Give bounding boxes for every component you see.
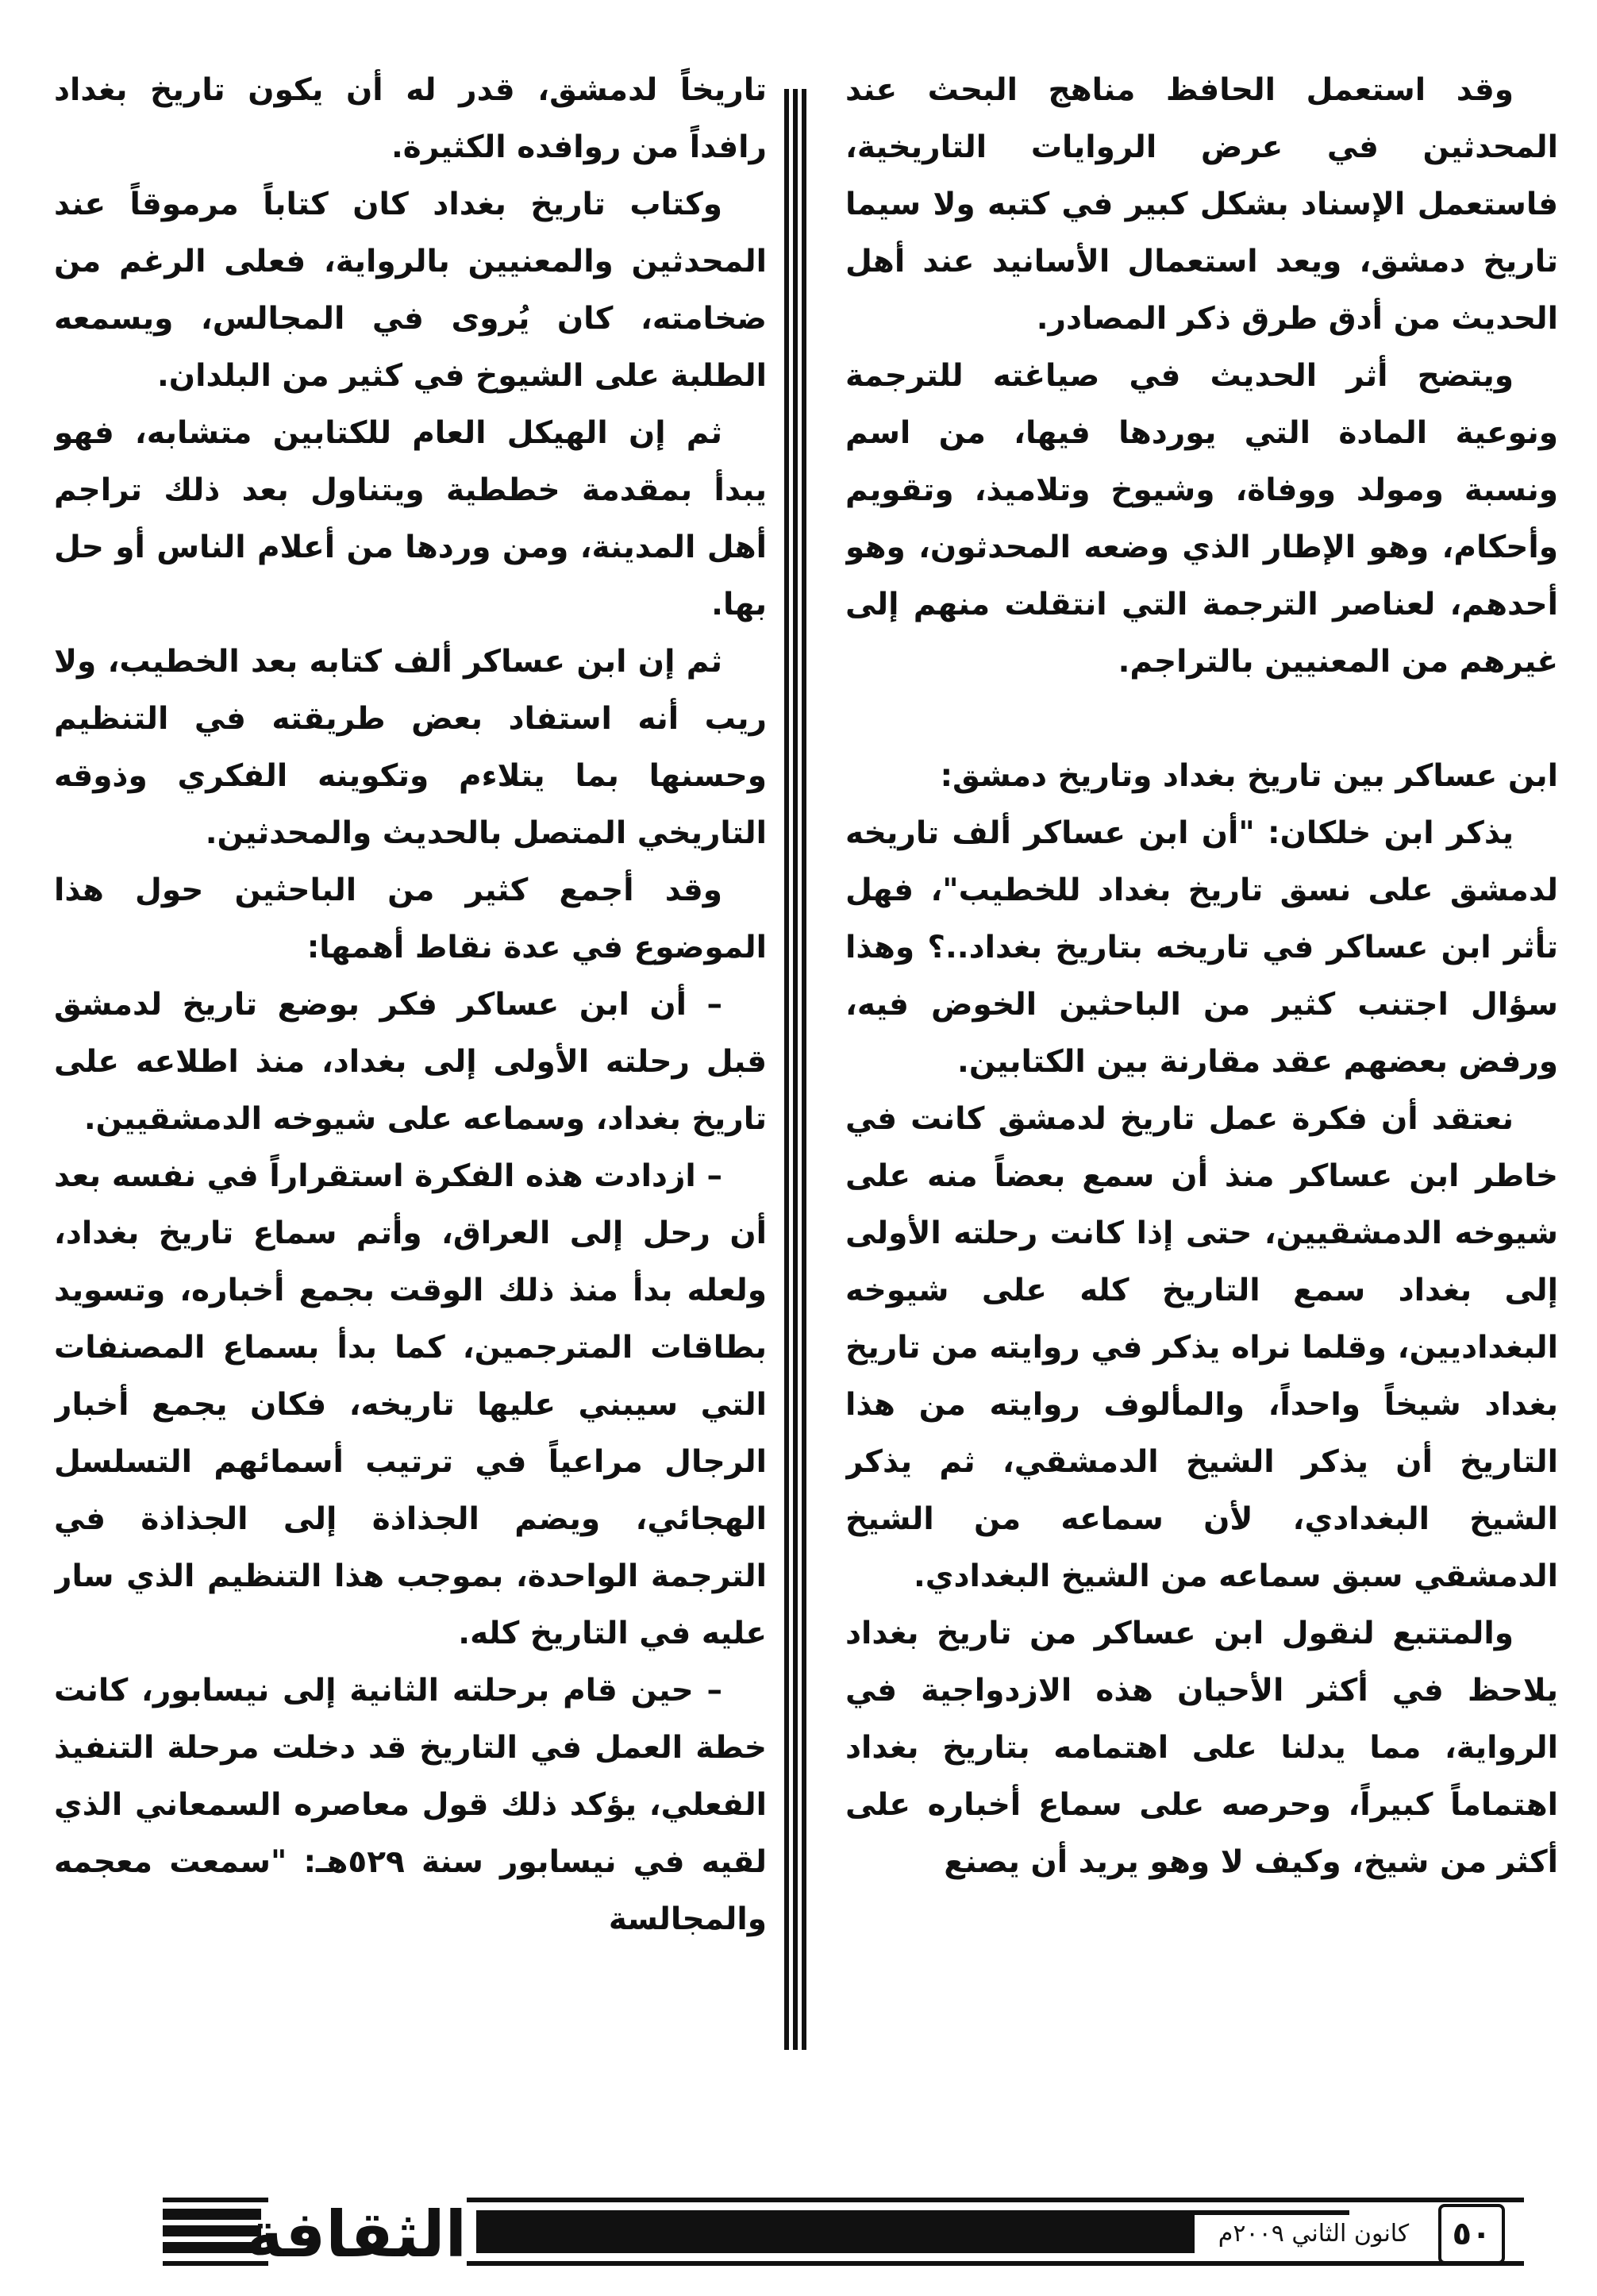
- right-column: [845, 62, 1558, 2047]
- left-column-paragraph: ثم إن ابن عساكر ألف كتابه بعد الخطيب، ولا ريب أنه استفاد بعض طريقته في التنظيم وحسنها بما يتلاءم وتكوينه الفكري وذوقه التاريخي المتصل بالحديث والمحدثين.: [54, 644, 767, 851]
- right-column-paragraph: ويتضح أثر الحديث في صياغته للترجمة ونوعية المادة التي يوردها فيها، من اسم ونسبة ومولد ووفاة، وشيوخ وتلاميذ، وتقويم وأحكام، وهو الإطار الذي وضعه المحدثون، وهو أحدهم، لعناصر الترجمة التي انتقلت منهم إلى غيرهم من المعنيين بالتراجم.: [845, 358, 1558, 680]
- right-column-paragraph: ابن عساكر بين تاريخ بغداد وتاريخ دمشق:: [940, 758, 1558, 794]
- issue-date: كانون الثاني ٢٠٠٩م: [1195, 2215, 1433, 2253]
- page-number: ٥٠: [1438, 2204, 1505, 2264]
- right-column-paragraph: والمتتبع لنقول ابن عساكر من تاريخ بغداد يلاحظ في أكثر الأحيان هذه الازدواجية في الرواية، مما يدلنا على اهتمامه بتاريخ بغداد اهتماماً كبيراً، وحرصه على سماع أخباره على أكثر من شيخ، وكيف لا وهو يريد أن يصنع: [845, 1616, 1558, 1880]
- left-column-paragraph: – حين قام برحلته الثانية إلى نيسابور، كانت خطة العمل في التاريخ قد دخلت مرحلة التنفيذ الفعلي، يؤكد ذلك قول معاصره السمعاني الذي لقيه في نيسابور سنة ٥٢٩هـ: "سمعت معجمه والمجالسة: [54, 1673, 767, 1937]
- right-column-paragraph: وقد استعمل الحافظ مناهج البحث عند المحدثين في عرض الروايات التاريخية، فاستعمل الإسناد بشكل كبير في كتبه ولا سيما تاريخ دمشق، ويعد استعمال الأسانيد عند أهل الحديث من أدق طرق ذكر المصادر.: [845, 72, 1558, 337]
- column-divider: [784, 89, 806, 2050]
- left-column-paragraph: – ازدادت هذه الفكرة استقراراً في نفسه بعد أن رحل إلى العراق، وأتم سماع تاريخ بغداد، ولعله بدأ منذ ذلك الوقت بجمع أخباره، وتسويد بطاقات المترجمين، كما بدأ بسماع المصنفات التي سيبني عليها تاريخه، فكان يجمع أخبار الرجال مراعياً في ترتيب أسمائهم التسلسل الهجائي، ويضم الجذاذة إلى الجذاذة في الترجمة الواحدة، بموجب هذا التنظيم الذي سار عليه في التاريخ كله.: [54, 1158, 767, 1651]
- left-column-paragraph: تاريخاً لدمشق، قدر له أن يكون تاريخ بغداد رافداً من روافده الكثيرة.: [54, 72, 767, 165]
- magazine-logo: الثقافة: [268, 2191, 467, 2279]
- left-column-paragraph: وكتاب تاريخ بغداد كان كتاباً مرموقاً عند المحدثين والمعنيين بالرواية، فعلى الرغم من ضخامته، كان يُروى في المجالس، ويسمعه الطلبة على الشيوخ في كثير من البلدان.: [54, 187, 767, 394]
- left-column: [54, 62, 767, 2047]
- right-column-paragraph: نعتقد أن فكرة عمل تاريخ لدمشق كانت في خاطر ابن عساكر منذ أن سمع بعضاً منه على شيوخه الدمشقيين، حتى إذا كانت رحلته الأولى إلى بغداد سمع التاريخ كله على شيوخه البغداديين، وقلما نراه يذكر في روايته من تاريخ بغداد شيخاً واحداً، والمألوف روايته من هذا التاريخ أن يذكر الشيخ الدمشقي، ثم يذكر الشيخ البغدادي، لأن سماعه من الشيخ الدمشقي سبق سماعه من الشيخ البغدادي.: [845, 1101, 1558, 1594]
- left-column-paragraph: ثم إن الهيكل العام للكتابين متشابه، فهو يبدأ بمقدمة خططية ويتناول بعد ذلك تراجم أهل المدينة، ومن وردها من أعلام الناس أو حل بها.: [54, 415, 767, 622]
- left-column-paragraph: وقد أجمع كثير من الباحثين حول هذا الموضوع في عدة نقاط أهمها:: [54, 873, 767, 965]
- left-column-paragraph: – أن ابن عساكر فكر بوضع تاريخ لدمشق قبل رحلته الأولى إلى بغداد، منذ اطلاعه على تاريخ بغداد، وسماعه على شيوخه الدمشقيين.: [54, 987, 767, 1137]
- right-column-paragraph: يذكر ابن خلكان: "أن ابن عساكر ألف تاريخه لدمشق على نسق تاريخ بغداد للخطيب"، فهل تأثر ابن عساكر في تاريخه بتاريخ بغداد..؟ وهذا سؤال اجتنب كثير من الباحثين الخوض فيه، ورفض بعضهم عقد مقارنة بين الكتابين.: [845, 815, 1558, 1080]
